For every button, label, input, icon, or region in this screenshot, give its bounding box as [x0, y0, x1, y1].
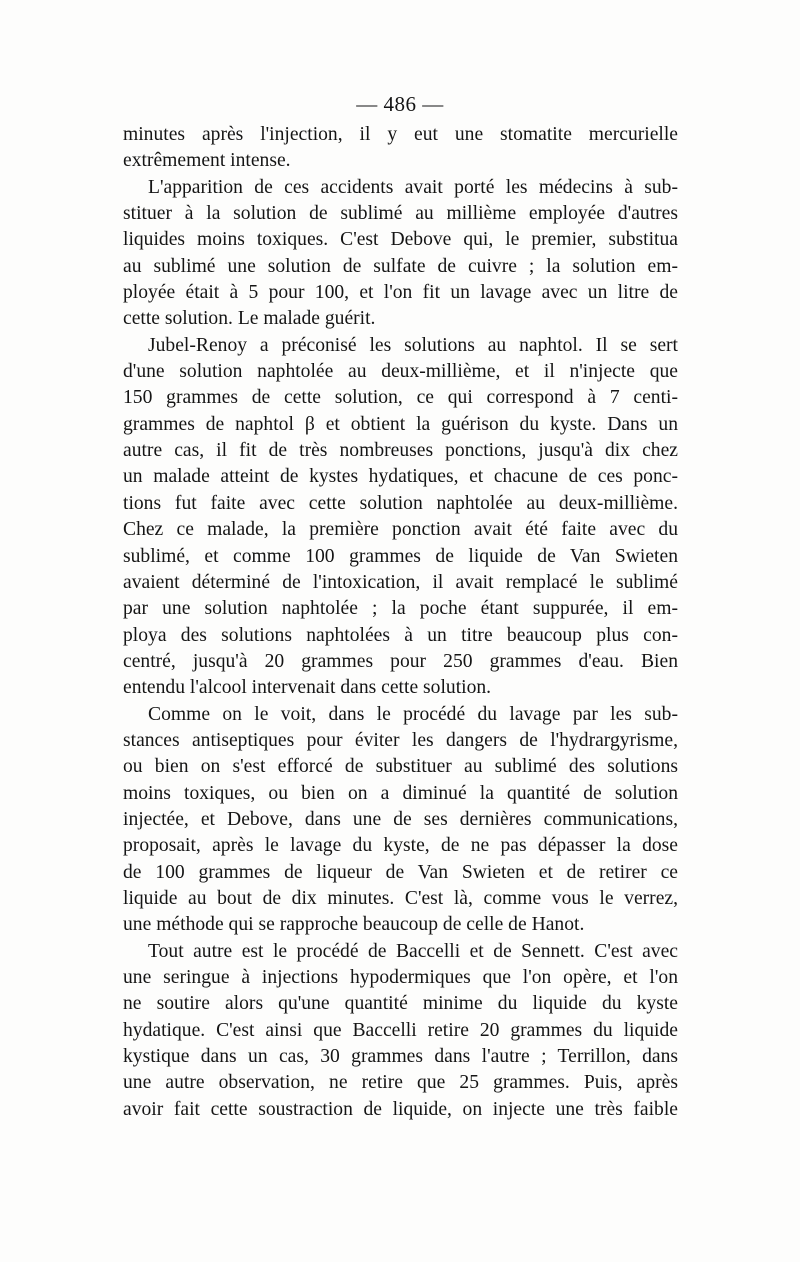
text-line: un malade atteint de kystes hydatiques, et chacune de ces ponc- — [123, 466, 678, 488]
text-line: hydatique. C'est ainsi que Baccelli retire 20 grammes du liquide — [123, 1019, 678, 1041]
text-line: Tout autre est le procédé de Baccelli et de Sennett. C'est avec — [148, 940, 678, 962]
text-line: liquide au bout de dix minutes. C'est là, comme vous le verrez, — [123, 887, 678, 909]
text-line: kystique dans un cas, 30 grammes dans l'autre ; Terrillon, dans — [123, 1046, 678, 1068]
body-text — [123, 122, 678, 1123]
text-line: proposait, après le lavage du kyste, de ne pas dépasser la dose — [123, 835, 678, 857]
page-number: — 486 — — [356, 92, 444, 116]
text-line: avoir fait cette soustraction de liquide, on injecte une très faible — [123, 1098, 678, 1120]
text-line: avaient déterminé de l'intoxication, il avait remplacé le sublimé — [123, 571, 678, 593]
text-line: 150 grammes de cette solution, ce qui correspond à 7 centi- — [123, 387, 678, 409]
text-line: ploya des solutions naphtolées à un titre beaucoup plus con- — [123, 624, 678, 646]
text-line: sublimé, et comme 100 grammes de liquide de Van Swieten — [123, 545, 678, 567]
text-line: injectée, et Debove, dans une de ses dernières communications, — [123, 808, 678, 830]
text-line: tions fut faite avec cette solution naphtolée au deux-millième. — [123, 492, 678, 514]
text-line: stances antiseptiques pour éviter les dangers de l'hydrargyrisme, — [123, 729, 678, 751]
text-line: Comme on le voit, dans le procédé du lavage par les sub- — [148, 703, 678, 725]
text-line: de 100 grammes de liqueur de Van Swieten et de retirer ce — [123, 861, 678, 883]
text-line: stituer à la solution de sublimé au millième employée d'autres — [123, 203, 678, 225]
text-line: entendu l'alcool intervenait dans cette solution. — [123, 677, 492, 699]
text-line: ne soutire alors qu'une quantité minime du liquide du kyste — [123, 993, 678, 1015]
text-line: L'apparition de ces accidents avait porté les médecins à sub- — [148, 176, 678, 198]
text-line: minutes après l'injection, il y eut une stomatite mercurielle — [123, 124, 678, 145]
text-line: extrêmement intense. — [123, 150, 291, 172]
text-line: centré, jusqu'à 20 grammes pour 250 grammes d'eau. Bien — [123, 650, 678, 672]
text-line: grammes de naphtol β et obtient la guérison du kyste. Dans un — [123, 413, 678, 435]
text-line: cette solution. Le malade guérit. — [123, 308, 376, 330]
text-line: une autre observation, ne retire que 25 grammes. Puis, après — [123, 1072, 678, 1094]
text-line: Jubel-Renoy a préconisé les solutions au naphtol. Il se sert — [148, 334, 678, 356]
text-line: une seringue à injections hypodermiques que l'on opère, et l'on — [123, 967, 678, 988]
text-line: autre cas, il fit de très nombreuses ponctions, jusqu'à dix chez — [123, 440, 678, 462]
text-line: Chez ce malade, la première ponction avait été faite avec du — [123, 519, 678, 541]
text-line: ployée était à 5 pour 100, et l'on fit un lavage avec un litre de — [123, 282, 678, 304]
text-line: liquides moins toxiques. C'est Debove qui, le premier, substitua — [123, 229, 678, 251]
text-line: moins toxiques, ou bien on a diminué la quantité de solution — [123, 782, 678, 804]
text-line: d'une solution naphtolée au deux-millième, et il n'injecte que — [123, 361, 678, 383]
text-line: une méthode qui se rapproche beaucoup de celle de Hanot. — [123, 914, 585, 936]
text-line: par une solution naphtolée ; la poche étant suppurée, il em- — [123, 598, 678, 620]
text-line: au sublimé une solution de sulfate de cuivre ; la solution em- — [123, 255, 678, 277]
text-line: ou bien on s'est efforcé de substituer au sublimé des solutions — [123, 756, 678, 778]
